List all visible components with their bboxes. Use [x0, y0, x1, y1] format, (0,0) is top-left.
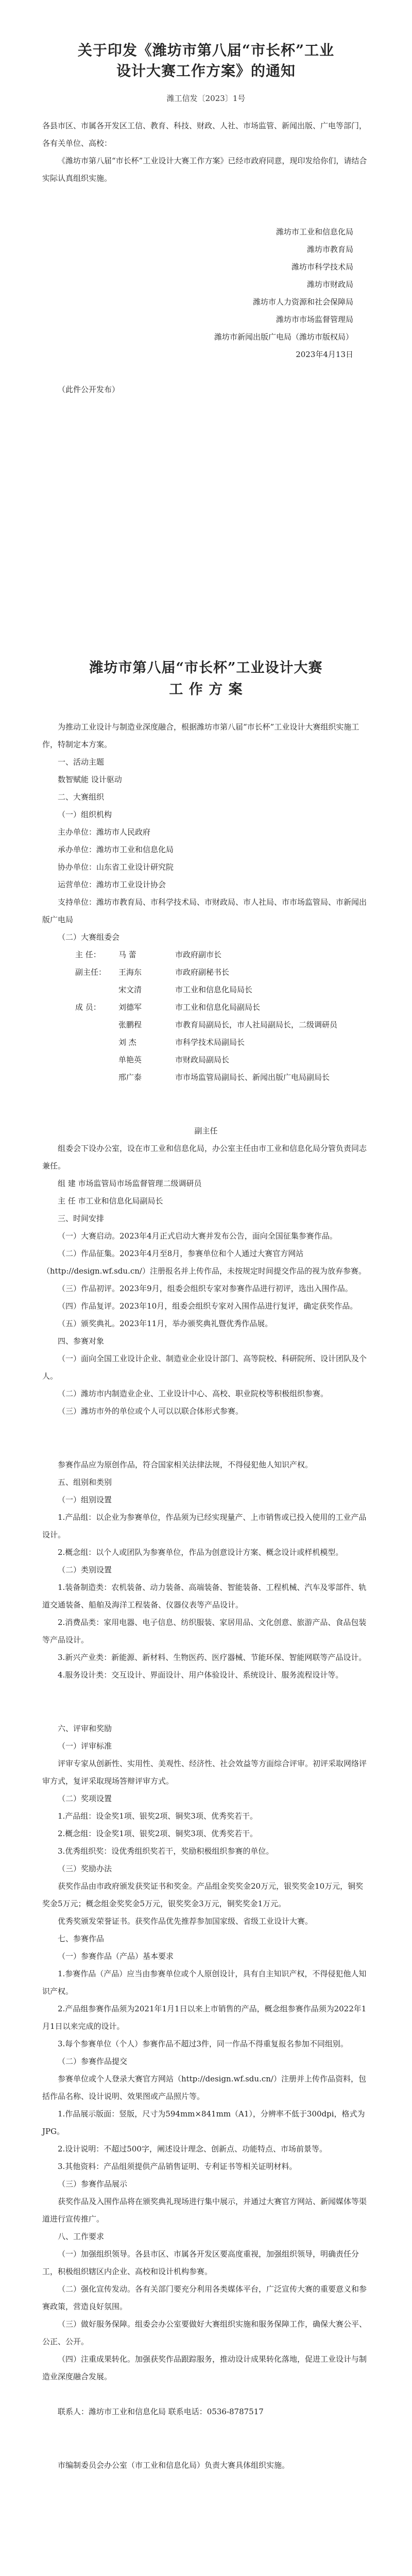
- committee-name: 马 蕾: [118, 950, 136, 959]
- section-5-heading: 五、组别和类别: [58, 1478, 112, 1487]
- section-2-2-heading: （二）大赛组委会: [58, 933, 120, 942]
- section-4-item: （二）潍坊市内制造业企业、工业设计中心、高校、职业院校等积极组织参赛。: [58, 1389, 329, 1398]
- plan-title-line-2: 工 作 方 案: [169, 682, 243, 698]
- contact-info: 联系人：潍坊市工业和信息化局 联系电话：0536-8787517: [58, 2407, 264, 2416]
- section-6-2-item: 3.优秀组织奖：设优秀组织奖若干，奖励积极组织参赛的单位。: [58, 1846, 274, 1856]
- office-head: 副主任: [194, 1126, 218, 1136]
- committee-name: 宋文清: [118, 985, 142, 994]
- section-6-3-item: 优秀奖颁发荣誉证书。获奖作品优先推荐参加国家级、省级工业设计大赛。: [58, 1917, 313, 1926]
- section-8-item: （一）加强组织领导。各县市区、市属各开发区要高度重视，加强组织领导，明确责任分工，积极组织辖区内企业、高校和设计机构参赛。: [42, 2249, 359, 2276]
- section-6-2-heading: （二）奖项设置: [58, 1794, 112, 1803]
- section-8-item: （二）强化宣传发动。各有关部门要充分利用各类媒体平台，广泛宣传大赛的重要意义和参赛政策，营造良好氛围。: [42, 2284, 367, 2311]
- committee-role: [75, 1051, 118, 1069]
- section-2-1-c: 协办单位：山东省工业设计研究院: [58, 862, 174, 872]
- office-3: 主 任 市工业和信息化局副局长: [58, 1196, 163, 1206]
- committee-position: 市政府副秘书长: [175, 968, 230, 977]
- committee-name: 刘德军: [118, 1003, 142, 1012]
- section-2-1-d: 运营单位：潍坊市工业设计协会: [58, 880, 166, 889]
- committee-position: 市工业和信息化局副局长: [175, 1003, 261, 1012]
- section-8-item: （四）注重成果转化。加强获奖作品跟踪服务，推动设计成果转化落地，促进工业设计与制造业深度融合发展。: [42, 2354, 367, 2381]
- section-8-item: （三）做好服务保障。组委会办公室要做好大赛组织实施和服务保障工作，确保大赛公平、公正、公开。: [42, 2319, 367, 2346]
- section-7-2-item: 3.其他资料：产品组须提供产品销售证明、专利证书等相关证明材料。: [58, 2162, 297, 2171]
- notice-title-line-1: 关于印发《潍坊市第八届“市长杯”工业: [77, 42, 335, 59]
- section-6-1-heading: （一）评审标准: [58, 1741, 112, 1751]
- office-2: 组 建 市场监管局市场监督管理二级调研员: [58, 1179, 202, 1188]
- section-5-2-heading: （二）类别设置: [58, 1565, 112, 1574]
- section-7-1-item: 1.参赛作品（产品）应当由参赛单位或个人原创设计，具有自主知识产权，不得侵犯他人知识产权。: [42, 1969, 367, 1996]
- office-1: 组委会下设办公室，设在市工业和信息化局，办公室主任由市工业和信息化局分管负责同志兼任。: [42, 1144, 367, 1171]
- notice-sheet: [9, 0, 403, 592]
- committee-row: [9, 946, 403, 963]
- section-5-2-item: 2.消费品类：家用电器、电子信息、纺织服装、家居用品、文化创意、旅游产品、食品包装等产品设计。: [42, 1618, 367, 1645]
- section-4-item: （三）潍坊市外的单位或个人可以以联合体形式参赛。: [58, 1406, 244, 1416]
- section-8-heading: 八、工作要求: [58, 2232, 105, 2241]
- committee-role: [75, 1016, 118, 1033]
- issuer-1: 潍坊市工业和信息化局: [276, 227, 353, 236]
- issuer-5: 潍坊市人力资源和社会保障局: [252, 297, 353, 307]
- section-6-heading: 六、评审和奖励: [58, 1724, 112, 1733]
- committee-row: [9, 998, 403, 1016]
- section-7-1-heading: （一）参赛作品（产品）基本要求: [58, 1952, 174, 1961]
- section-7-3-heading: （三）参赛作品展示: [58, 2179, 128, 2189]
- committee-name: 邢广泰: [118, 1073, 142, 1082]
- section-5-1-heading: （一）组别设置: [58, 1495, 112, 1504]
- section-1-heading: 一、活动主题: [58, 757, 105, 767]
- committee-row: [9, 1016, 403, 1033]
- section-6-3-heading: （三）奖励办法: [58, 1864, 112, 1873]
- notice-title: [9, 0, 403, 81]
- section-6-3-item: 获奖作品由市政府颁发获奖证书和奖金。产品组金奖奖金20万元，银奖奖金10万元，铜奖奖金5万元；概念组金奖奖金5万元，银奖奖金3万元，铜奖奖金1万元。: [42, 1882, 364, 1908]
- issue-date: 2023年4月13日: [296, 350, 353, 359]
- section-4-heading: 四、参赛对象: [58, 1336, 105, 1346]
- section-7-1-item: 2.产品组参赛作品须为2021年1月1日以来上市销售的产品，概念组参赛作品须为2022年1月1日以来完成的设计。: [42, 2004, 367, 2031]
- section-5-1-item: 2.概念组：以个人或团队为参赛单位，作品为创意设计方案、概念设计或样机模型。: [58, 1548, 344, 1557]
- salutation: 各县市区、市属各开发区工信、教育、科技、财政、人社、市场监管、新闻出版、广电等部门，各有关单位、高校：: [42, 121, 367, 148]
- committee-role: 主 任：: [75, 950, 101, 959]
- section-3-item: （三）作品初评。2023年9月，组委会组织专家对参赛作品进行初评，选出入围作品。: [58, 1284, 353, 1293]
- section-5-2-item: 3.新兴产业类：新能源、新材料、生物医药、医疗器械、节能环保、智能网联等产品设计。: [58, 1653, 367, 1662]
- section-2-1-a: 主办单位：潍坊市人民政府: [58, 827, 151, 837]
- section-2-1-heading: （一）组织机构: [58, 810, 112, 819]
- section-3-heading: 三、时间安排: [58, 1214, 105, 1223]
- section-3-item: （五）颁奖典礼。2023年11月，举办颁奖典礼暨优秀作品展。: [58, 1319, 273, 1328]
- committee-row: [9, 1033, 403, 1051]
- committee-role: [75, 1033, 118, 1051]
- committee-position: 市科学技术局副局长: [175, 1038, 245, 1047]
- section-4-item: （一）面向全国工业设计企业、制造业企业设计部门、高等院校、科研院所、设计团队及个人。: [42, 1354, 367, 1381]
- committee-name: 刘 杰: [118, 1038, 136, 1047]
- section-2-heading: 二、大赛组织: [58, 792, 105, 802]
- committee-row: [9, 981, 403, 998]
- committee-role: 副主任：: [75, 968, 107, 977]
- section-7-2-item: 2.设计说明：不超过500字，阐述设计理念、创新点、功能特点、市场前景等。: [58, 2144, 327, 2154]
- section-2-1-e: 支持单位：潍坊市教育局、市科学技术局、市财政局、市人社局、市市场监管局、市新闻出版广电局: [42, 897, 367, 924]
- section-6-1-body: 评审专家从创新性、实用性、美观性、经济性、社会效益等方面综合评审。初评采取网络评审方式，复评采取现场答辩评审方式。: [42, 1759, 367, 1786]
- section-7-2-item: 参赛单位或个人登录大赛官方网站（http://design.wf.sdu.cn/）注册并上传作品资料，包括作品名称、设计说明、效果图或产品照片等。: [42, 2074, 366, 2101]
- plan-intro: 为推动工业设计与制造业深度融合，根据潍坊市第八届“市长杯”工业设计大赛组织实施工作，特制定本方案。: [42, 722, 359, 749]
- committee-position: 市教育局副局长，市人社局副局长，二级调研员: [175, 1020, 338, 1029]
- committee-row: [9, 1051, 403, 1069]
- committee-role: 成 员：: [75, 1003, 101, 1012]
- committee-row: [9, 963, 403, 981]
- plan-sheet: [9, 613, 403, 2576]
- committee-name: 张鹏程: [118, 1020, 142, 1029]
- notice-title-line-2: 设计大赛工作方案》的通知: [116, 62, 296, 79]
- committee-role: [75, 1069, 118, 1086]
- public-note: （此件公开发布）: [58, 385, 120, 394]
- section-4-note: 参赛作品应为原创作品，符合国家相关法律法规，不得侵犯他人知识产权。: [58, 1460, 313, 1469]
- notice-body: 《潍坊市第八届“市长杯”工业设计大赛工作方案》已经市政府同意，现印发给你们，请结合实际认真组织实施。: [42, 156, 367, 183]
- section-7-heading: 七、参赛作品: [58, 1934, 105, 1943]
- section-2-1-b: 承办单位：潍坊市工业和信息化局: [58, 845, 174, 854]
- plan-title-line-1: 潍坊市第八届“市长杯”工业设计大赛: [89, 660, 323, 676]
- committee-position: 市财政局副局长: [175, 1055, 230, 1064]
- end-note: 市编制委员会办公室（市工业和信息化局）负责大赛具体组织实施。: [58, 2461, 290, 2470]
- issuer-6: 潍坊市市场监督管理局: [276, 315, 353, 324]
- issuer-7: 潍坊市新闻出版广电局（潍坊市版权局）: [214, 332, 353, 342]
- committee-position: 市市场监管局副局长、新闻出版广电局副局长: [175, 1073, 330, 1082]
- committee-position: 市政府副市长: [175, 950, 222, 959]
- committee-role: [75, 981, 118, 998]
- committee-position: 市工业和信息化局局长: [175, 985, 253, 994]
- section-3-item: （二）作品征集。2023年4月至8月，参赛单位和个人通过大赛官方网站（http://design.wf.sdu.cn/）注册报名并上传作品，未按规定时间提交作品的视为放弃参赛。: [42, 1249, 366, 1276]
- issuer-3: 潍坊市科学技术局: [291, 262, 353, 272]
- section-5-2-item: 4.服务设计类：交互设计、界面设计、用户体验设计、系统设计、服务流程设计等。: [58, 1670, 344, 1680]
- doc-number: 潍工信发〔2023〕1号: [166, 94, 246, 103]
- section-5-2-item: 1.装备制造类：农机装备、动力装备、高端装备、智能装备、工程机械、汽车及零部件、轨道交通装备、船舶及海洋工程装备、仪器仪表等产品设计。: [42, 1583, 367, 1609]
- issuer-4: 潍坊市财政局: [306, 280, 353, 289]
- issuer-2: 潍坊市教育局: [306, 245, 353, 254]
- plan-title: [9, 613, 403, 701]
- section-3-item: （四）作品复评。2023年10月，组委会组织专家对入围作品进行复评，确定获奖作品。: [58, 1301, 358, 1311]
- section-3-item: （一）大赛启动。2023年4月正式启动大赛并发布公告，面向全国征集参赛作品。: [58, 1231, 337, 1241]
- section-7-2-heading: （二）参赛作品提交: [58, 2057, 128, 2066]
- committee-name: 王海东: [118, 968, 142, 977]
- section-7-1-item: 3.每个参赛单位（个人）参赛作品不超过3件，同一作品不得重复报名参加不同组别。: [58, 2039, 348, 2048]
- section-1-body: 数智赋能 设计驱动: [58, 775, 122, 784]
- section-7-3-body: 获奖作品及入围作品将在颁奖典礼现场进行集中展示，并通过大赛官方网站、新闻媒体等渠道进行宣传推广。: [42, 2197, 367, 2224]
- section-6-2-item: 2.概念组：设金奖1项、银奖2项、铜奖3项、优秀奖若干。: [58, 1829, 258, 1838]
- committee-row: [9, 1069, 403, 1086]
- section-7-2-item: 1.作品展示版面：竖版，尺寸为594mm×841mm（A1），分辨率不低于300dpi，格式为JPG。: [42, 2109, 365, 2136]
- committee-list: [9, 946, 403, 1086]
- section-6-2-item: 1.产品组：设金奖1项、银奖2项、铜奖3项、优秀奖若干。: [58, 1811, 258, 1821]
- committee-name: 单艳英: [118, 1055, 142, 1064]
- section-5-1-item: 1.产品组：以企业为参赛单位，作品须为已经实现量产、上市销售或已投入使用的工业产品设计。: [42, 1513, 367, 1539]
